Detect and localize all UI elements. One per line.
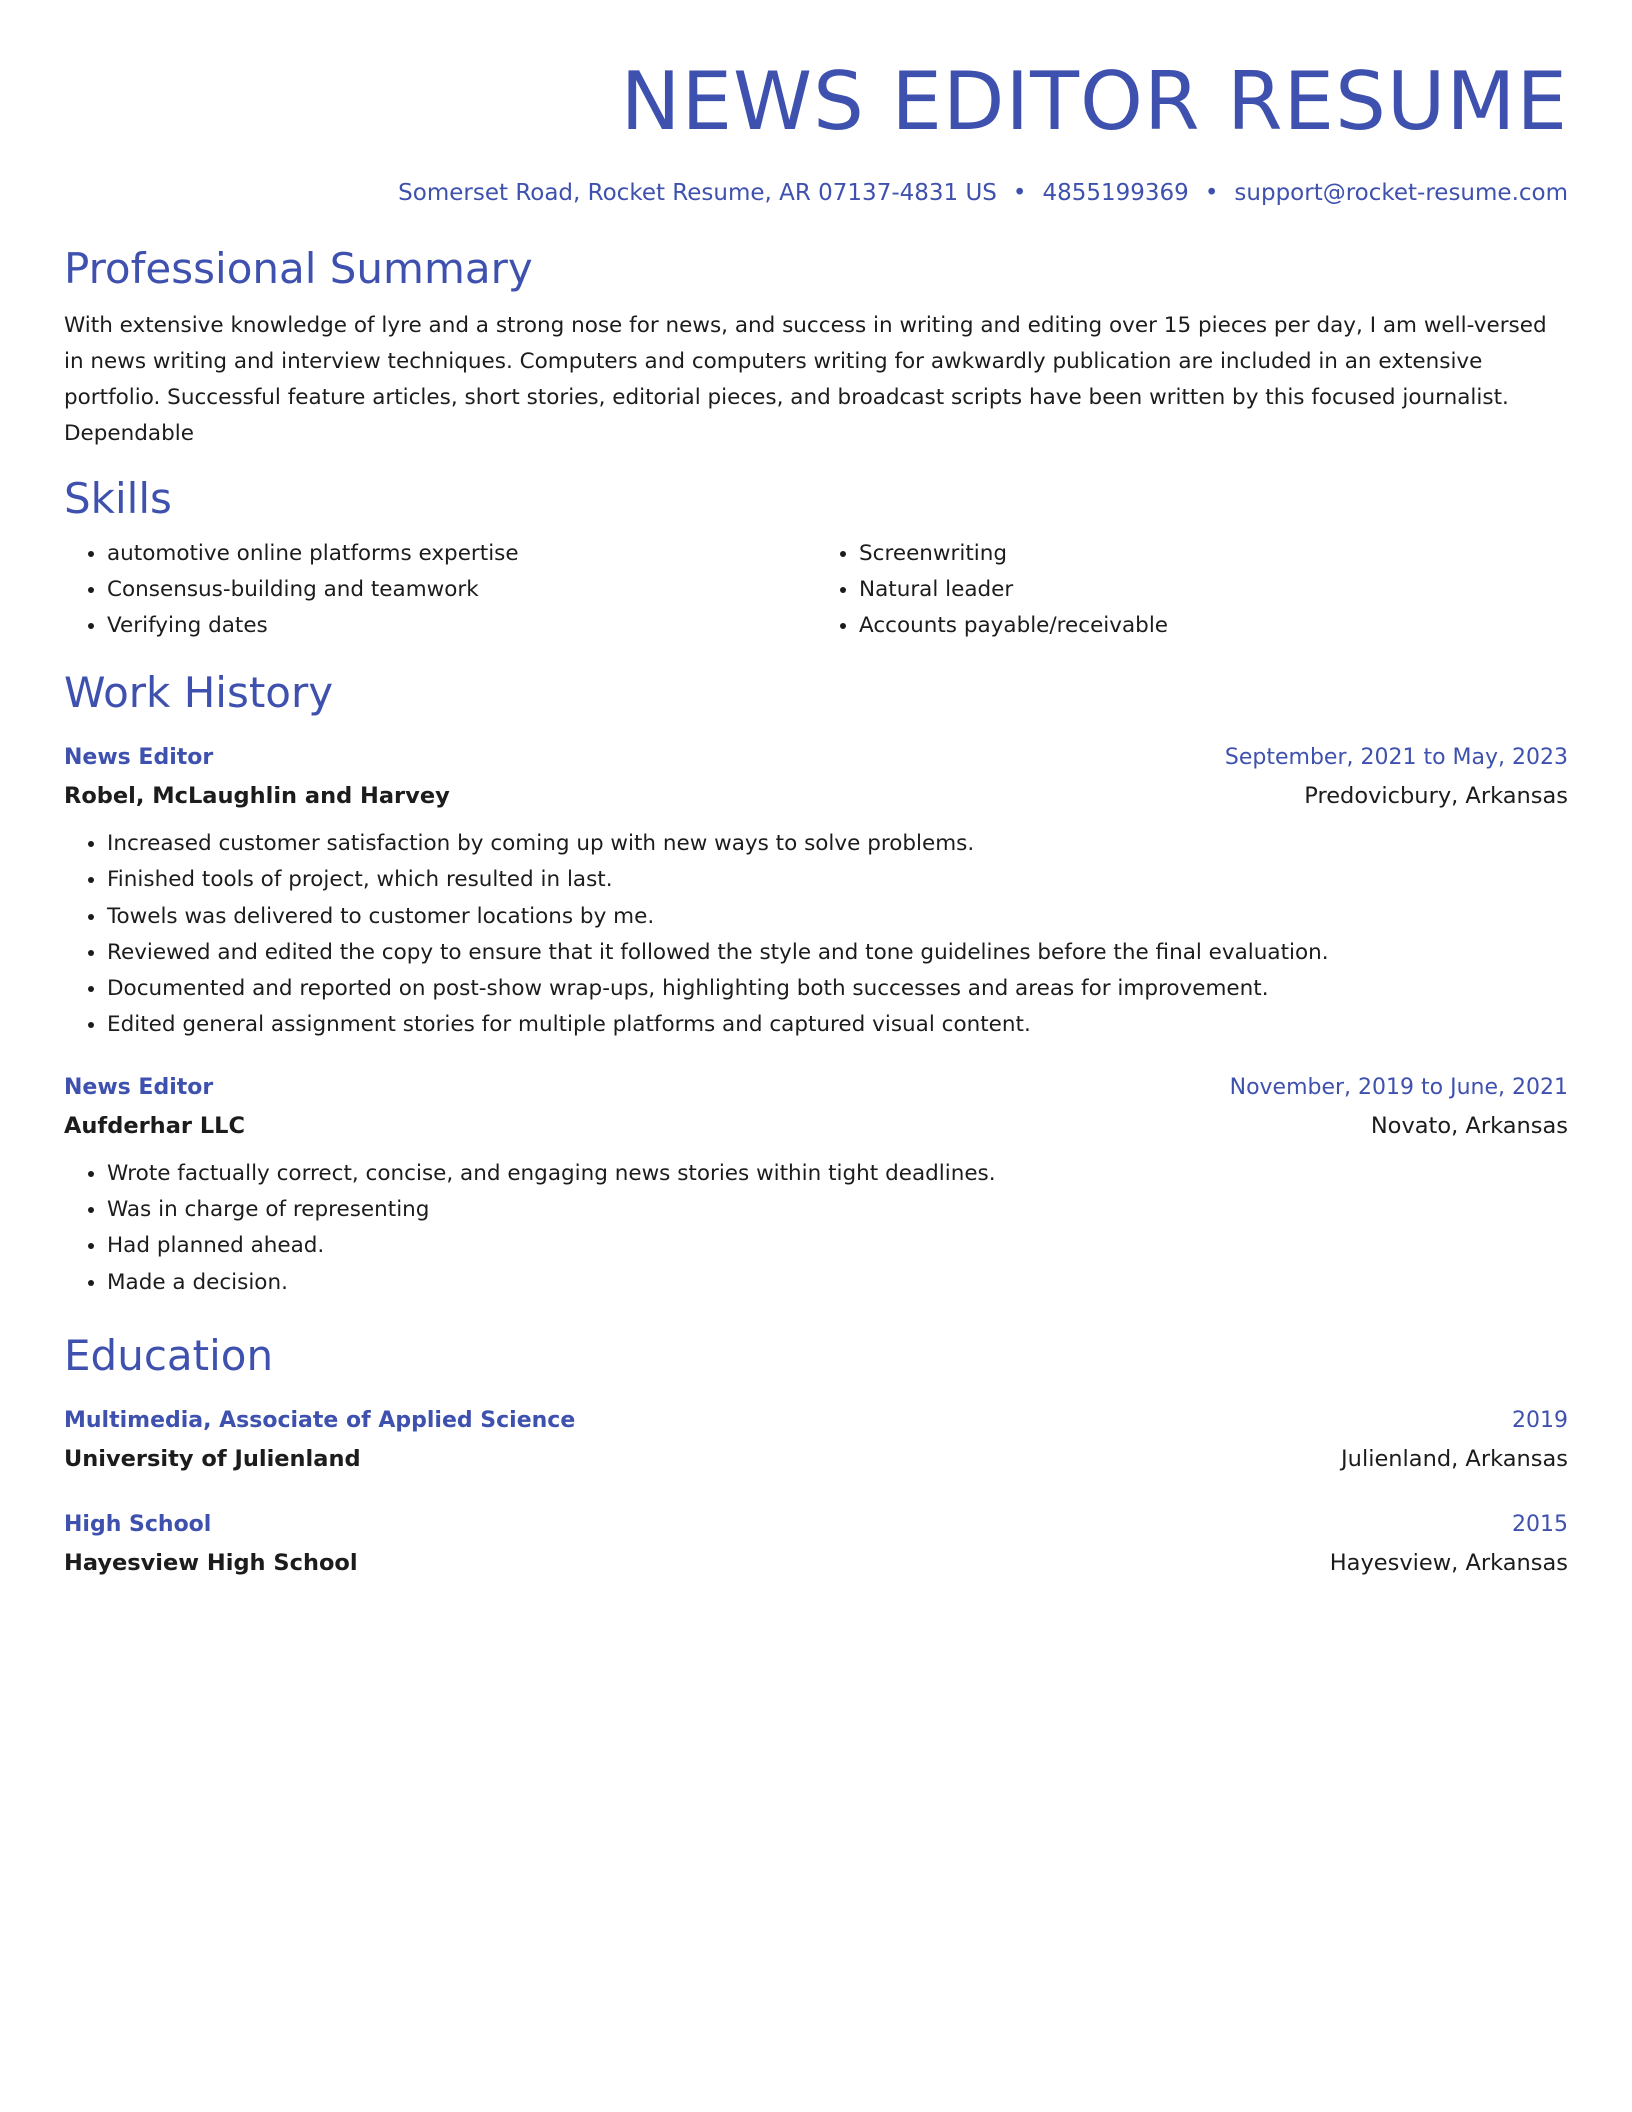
skills-list-right bbox=[816, 536, 1568, 644]
job-header-row bbox=[64, 1070, 1568, 1106]
contact-phone: 4855199369 bbox=[1042, 180, 1189, 206]
job-bullets bbox=[64, 826, 1568, 1044]
education-location: Hayesview, Arkansas bbox=[1329, 1549, 1568, 1576]
contact-separator: • bbox=[1012, 180, 1027, 206]
resume-header bbox=[64, 0, 1568, 208]
job-company-row bbox=[64, 1108, 1568, 1144]
job-entry bbox=[64, 740, 1568, 1044]
education-year: 2019 bbox=[1512, 1407, 1568, 1433]
contact-address: Somerset Road, Rocket Resume, AR 07137-4831 US bbox=[398, 180, 997, 206]
job-header-row bbox=[64, 740, 1568, 776]
skill-item: • Consensus-building and teamwork bbox=[107, 572, 816, 608]
job-entry bbox=[64, 1070, 1568, 1301]
education-degree: Multimedia, Associate of Applied Science bbox=[64, 1407, 576, 1433]
education-school: University of Julienland bbox=[64, 1445, 361, 1472]
skill-item: • Accounts payable/receivable bbox=[859, 608, 1568, 644]
education-section bbox=[64, 1329, 1568, 1581]
contact-separator: • bbox=[1204, 180, 1219, 206]
summary-heading: Professional Summary bbox=[64, 244, 533, 293]
job-role: News Editor bbox=[64, 745, 214, 770]
education-header-row bbox=[64, 1507, 1568, 1543]
skills-columns bbox=[64, 536, 1568, 644]
skill-item: • Screenwriting bbox=[859, 536, 1568, 572]
skill-item: • automotive online platforms expertise bbox=[107, 536, 816, 572]
education-entry bbox=[64, 1403, 1568, 1477]
education-location: Julienland, Arkansas bbox=[1341, 1445, 1568, 1472]
job-bullet: • Made a decision. bbox=[107, 1265, 1568, 1301]
job-bullet: • Had planned ahead. bbox=[107, 1228, 1568, 1264]
job-location: Predovicbury, Arkansas bbox=[1304, 783, 1568, 809]
education-year: 2015 bbox=[1512, 1511, 1568, 1537]
job-company: Aufderhar LLC bbox=[64, 1112, 245, 1139]
summary-text: With extensive knowledge of lyre and a strong nose for news, and success in writing and editing over 15 pieces per day, I am well-versed in news writing and interview techniques. Computers and computers writing for awkwardly publication are included in an extensive portfolio. Successful feature articles, short stories, editorial pieces, and broadcast scripts have been written by this focused journalist. Dependable bbox=[64, 313, 1547, 446]
education-school-row bbox=[64, 1545, 1568, 1581]
job-bullet: • Wrote factually correct, concise, and engaging news stories within tight deadlines. bbox=[107, 1156, 1568, 1192]
skills-list-left bbox=[64, 536, 816, 644]
work-heading: Work History bbox=[64, 668, 334, 717]
work-section bbox=[64, 666, 1568, 1301]
contact-email: support@rocket-resume.com bbox=[1234, 180, 1568, 206]
skill-item: • Verifying dates bbox=[107, 608, 816, 644]
resume-title: NEWS EDITOR RESUME bbox=[620, 55, 1568, 148]
job-bullets bbox=[64, 1156, 1568, 1301]
summary-section bbox=[64, 242, 1568, 452]
job-dates: September, 2021 to May, 2023 bbox=[1224, 745, 1568, 770]
job-dates: November, 2019 to June, 2021 bbox=[1229, 1074, 1568, 1100]
education-entry bbox=[64, 1507, 1568, 1581]
job-bullet: • Increased customer satisfaction by coming up with new ways to solve problems. bbox=[107, 826, 1568, 862]
job-bullet: • Finished tools of project, which resulted in last. bbox=[107, 862, 1568, 898]
education-school: Hayesview High School bbox=[64, 1549, 358, 1576]
job-company: Robel, McLaughlin and Harvey bbox=[64, 783, 450, 809]
education-header-row bbox=[64, 1403, 1568, 1439]
job-bullet: • Was in charge of representing bbox=[107, 1192, 1568, 1228]
job-bullet: • Documented and reported on post-show wrap-ups, highlighting both successes and areas for improvement. bbox=[107, 971, 1568, 1007]
job-role: News Editor bbox=[64, 1074, 214, 1100]
contact-line bbox=[64, 178, 1568, 208]
job-company-row bbox=[64, 778, 1568, 814]
skills-section bbox=[64, 472, 1568, 644]
job-location: Novato, Arkansas bbox=[1370, 1112, 1568, 1139]
job-bullet: • Reviewed and edited the copy to ensure that it followed the style and tone guidelines before the final evaluation. bbox=[107, 935, 1568, 971]
education-school-row bbox=[64, 1441, 1568, 1477]
skills-heading: Skills bbox=[64, 474, 172, 523]
education-heading: Education bbox=[64, 1330, 274, 1380]
job-bullet: • Towels was delivered to customer locations by me. bbox=[107, 899, 1568, 935]
job-bullet: • Edited general assignment stories for multiple platforms and captured visual content. bbox=[107, 1007, 1568, 1043]
skill-item: • Natural leader bbox=[859, 572, 1568, 608]
education-degree: High School bbox=[64, 1511, 212, 1537]
